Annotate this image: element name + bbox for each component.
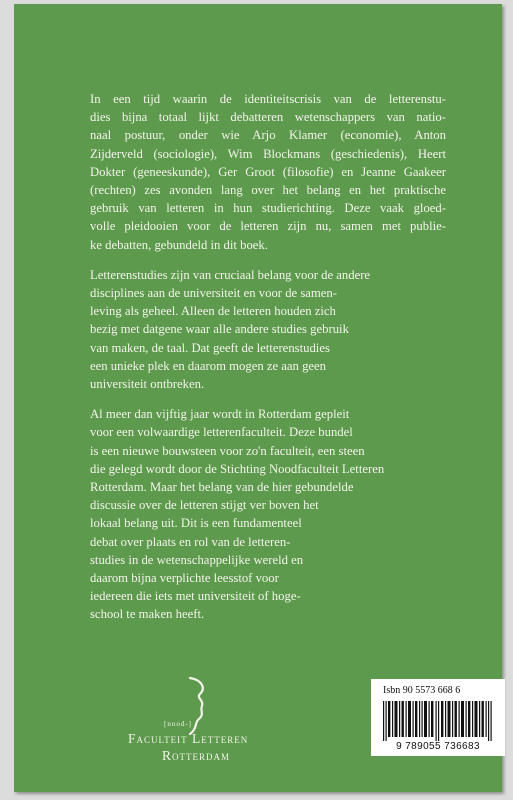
- text-line: is een nieuwe bouwsteen voor zo'n faculteit, een steen: [90, 443, 365, 458]
- text-line: van maken, de taal. Dat geeft de letterenstudies: [90, 340, 330, 355]
- text-line: naal postuur, onder wie Arjo Klamer (economie), Anton: [90, 128, 446, 143]
- text-line: voor een volwaardige letterenfaculteit. Deze bundel: [90, 425, 353, 440]
- logo-title: Faculteit Letteren: [128, 731, 249, 746]
- isbn-text: Isbn 90 5573 668 6: [383, 685, 461, 696]
- text-line: studies in de wetenschappelijke wereld en: [90, 552, 304, 567]
- text-line: In een tijd waarin de identiteitscrisis van de letterenstu-: [90, 92, 446, 106]
- text-line: Zijderveld (sociologie), Wim Blockmans (geschiedenis), Heert: [90, 146, 446, 161]
- text-line: een unieke plek en daarom mogen ze aan geen: [90, 358, 327, 373]
- paragraph-2: [90, 266, 446, 393]
- text-line: (rechten) zes avonden lang over het belang en het praktische: [90, 183, 446, 198]
- text-line: leving als geheel. Alleen de letteren houden zich: [90, 304, 336, 319]
- text-line: debat over plaats en rol van de letteren-: [90, 534, 291, 549]
- text-line: school te maken heeft.: [90, 607, 205, 622]
- text-line: disciplines aan de universiteit en voor de samen-: [90, 286, 337, 301]
- text-line: volle pleidooien voor de letteren zijn nu, samen met publie-: [90, 219, 446, 234]
- logo-subtitle: Rotterdam: [162, 748, 231, 763]
- text-line: Dokter (geneeskunde), Ger Groot (filosofie) en Jeanne Gaakeer: [90, 164, 446, 179]
- barcode-label: [371, 679, 505, 756]
- barcode-icon: [381, 701, 495, 741]
- text-line: daarom bijna verplichte leesstof voor: [90, 571, 279, 586]
- text-line: Al meer dan vijftig jaar wordt in Rotterdam gepleit: [90, 407, 350, 422]
- paragraph-1: [90, 90, 446, 254]
- text-line: gebruik van letteren in hun studierichting. Deze vaak gloed-: [90, 201, 446, 216]
- logo-prefix: [nood-]: [164, 720, 192, 728]
- text-line: universiteit ontbreken.: [90, 377, 205, 392]
- text-line: die gelegd wordt door de Stichting Noodfaculteit Letteren: [90, 461, 385, 476]
- text-line: Rotterdam. Maar het belang van de hier gebundelde: [90, 480, 354, 495]
- paragraph-3: [90, 405, 446, 623]
- text-line: bezig met datgene waar alle andere studies gebruik: [90, 322, 349, 337]
- text-line: discussie over de letteren stijgt ver boven het: [90, 498, 319, 513]
- text-line: iedereen die iets met universiteit of hoge-: [90, 589, 301, 604]
- text-line: lokaal belang uit. Dit is een fundamenteel: [90, 516, 302, 531]
- text-line: Letterenstudies zijn van cruciaal belang voor de andere: [90, 267, 371, 282]
- text-line: dies bijna totaal lijkt debatteren wetenschappers van natio-: [90, 110, 446, 125]
- back-cover: [14, 4, 502, 792]
- barcode-number: 9 789055 736683: [396, 741, 480, 752]
- blurb-text: [90, 90, 446, 636]
- text-line: ke debatten, gebundeld in dit boek.: [90, 237, 268, 252]
